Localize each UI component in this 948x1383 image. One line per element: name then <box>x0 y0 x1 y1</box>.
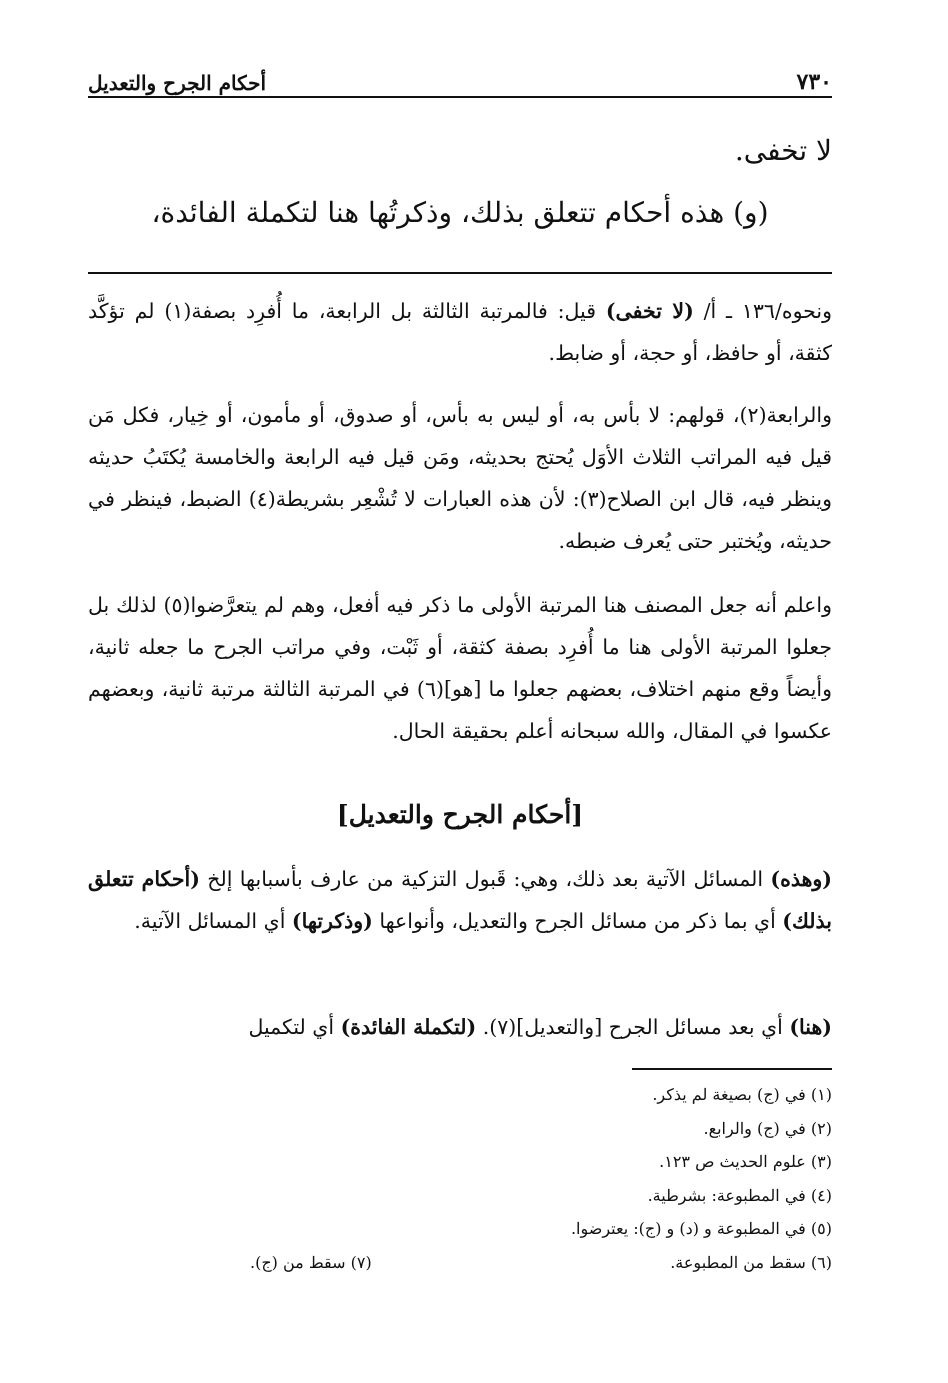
quoted-matn: (وذكرتها) <box>291 909 373 933</box>
footnote-7: (٧) سقط من (ج). <box>250 1252 372 1272</box>
footnotes <box>250 1078 832 1279</box>
footnote-2: (٢) في (ج) والرابع. <box>703 1118 832 1138</box>
quoted-matn: (أحكام تتعلق بذلك) <box>88 867 832 933</box>
text-run: قيل: فالمرتبة الثالثة بل الرابعة، ما أُفرِد بصفة(١) لم تؤكَّد كثقة، أو حافظ، أو حجة، أو ضابط. <box>88 299 832 365</box>
quoted-matn: (لتكملة الفائدة) <box>340 1015 477 1039</box>
text-run: أي بما ذكر من مسائل الجرح والتعديل، وأنواعها <box>372 909 783 933</box>
running-head: أحكام الجرح والتعديل <box>88 71 267 95</box>
commentary-paragraph-3: واعلم أنه جعل المصنف هنا المرتبة الأولى ما ذكر فيه أفعل، وهم لم يتعرَّضوا(٥) لذلك بل جعلوا المرتبة الأولى هنا ما أُفرِد بصفة كثقة، أو ثَبْت، وفي مراتب الجرح ما جعله ثانية، وأيضاً وقع منهم اختلاف، بعضهم جعلوا ما [هو](٦) في المرتبة الثالثة مرتبة ثانية، وبعضهم عكسوا في المقال، والله سبحانه أعلم بحقيقة الحال. <box>88 593 832 743</box>
footnote-1: (١) في (ج) بصيغة لم يذكر. <box>652 1085 832 1104</box>
commentary-paragraph-2: والرابعة(٢)، قولهم: لا بأس به، أو ليس به بأس، أو صدوق، أو مأمون، أو خِيار، فكل مَن قيل فيه المراتب الثلاث الأوَل يُحتج بحديثه، ومَن قيل فيه الرابعة والخامسة يُكتَبُ حديثه وينظر فيه، قال ابن الصلاح(٣): لأن هذه العبارات لا تُشْعِر بشريطة(٤) الضبط، فينظر في حديثه، ويُختبر حتى يُعرف ضبطه. <box>88 403 832 553</box>
text-run: المسائل الآتية بعد ذلك، وهي: قَبول التزكية من عارف بأسبابها إلخ <box>199 867 771 891</box>
quoted-matn: (هنا) <box>789 1015 832 1039</box>
footnote-6: (٦) سقط من المطبوعة. <box>670 1252 832 1272</box>
commentary-paragraph-1 <box>88 290 832 374</box>
footnote-3: (٣) علوم الحديث ص ١٢٣. <box>659 1152 832 1171</box>
text-run: أي لتكميل <box>248 1015 341 1039</box>
text-run: أي بعد مسائل الجرح [والتعديل](٧). <box>476 1015 790 1039</box>
section-heading: [أحكام الجرح والتعديل] <box>336 800 584 829</box>
footnote-rule <box>632 1068 832 1070</box>
quoted-matn: (وهذه) <box>770 867 832 891</box>
matn-line-1: لا تخفى. <box>734 134 832 167</box>
quoted-matn: (لا تخفى) <box>605 299 694 323</box>
footnote-4: (٤) في المطبوعة: بشرطية. <box>647 1185 832 1205</box>
text-run: أي المسائل الآتية. <box>134 909 292 933</box>
page-header <box>88 55 832 95</box>
section-divider <box>88 272 832 274</box>
header-rule <box>88 96 832 98</box>
text-run: ونحوه/١٣٦ ـ أ/ <box>693 299 832 323</box>
page-number: ٧٣٠ <box>796 69 832 95</box>
commentary-paragraph-5 <box>88 1006 832 1048</box>
footnote-5: (٥) في المطبوعة و (د) و (ج): يعترضوا. <box>570 1219 832 1238</box>
matn-line-2: (و) هذه أحكام تتعلق بذلك، وذكرتُها هنا لتكملة الفائدة، <box>151 196 769 229</box>
footnote-row-last <box>250 1246 832 1280</box>
commentary-paragraph-4 <box>88 858 832 942</box>
